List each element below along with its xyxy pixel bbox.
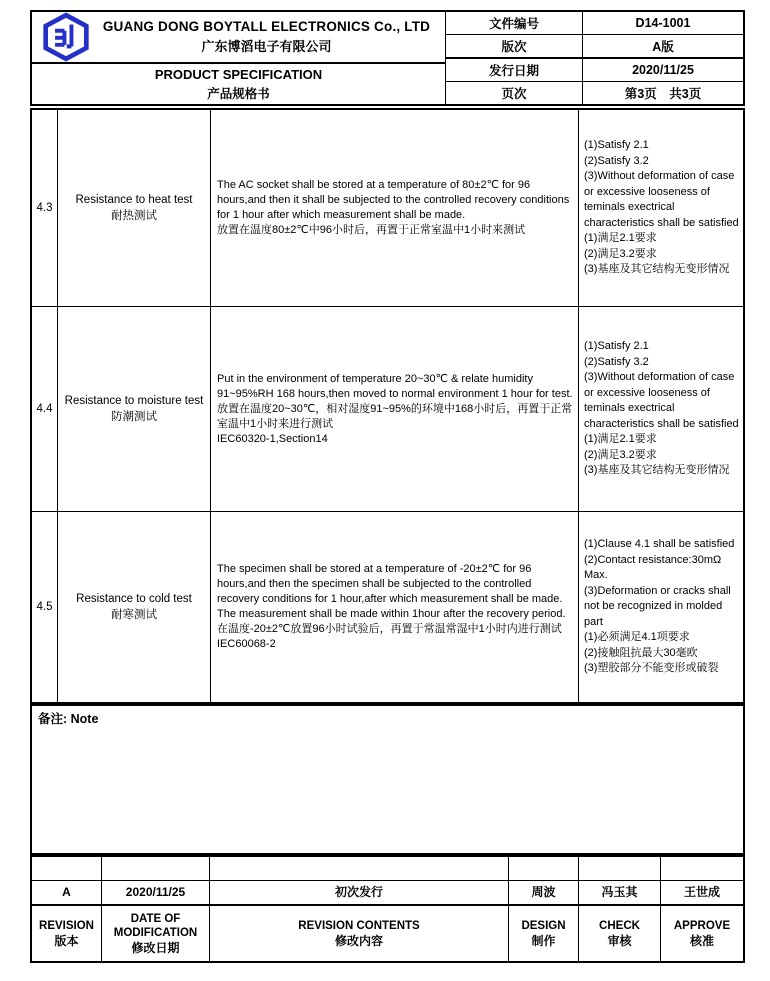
field-row-issue-date (446, 59, 743, 82)
company-name-cn: 广东博滔电子有限公司 (201, 39, 332, 54)
spec-table (30, 108, 745, 704)
criteria-line: (1)必须满足4.1项要求 (584, 631, 690, 644)
header-en: DESIGN (521, 920, 566, 932)
criteria-line: (2)Satisfy 3.2 (584, 154, 649, 167)
header-en: APPROVE (673, 920, 731, 932)
test-name-cn: 耐寒测试 (111, 609, 157, 621)
header-left-section (32, 12, 446, 104)
criteria-line: (1)满足2.1要求 (584, 232, 657, 245)
document-header (30, 10, 745, 106)
revision-value: A版 (652, 40, 674, 54)
criteria-line: (2)Satisfy 3.2 (584, 355, 649, 368)
description-paragraph: The specimen shall be stored at a temperature of -20±2℃ for 96 hours,and then the specimen shall be subjected to the controlled recovery conditions for 1 hour,after which measurement shall be made. (217, 563, 563, 605)
issue-date-value: 2020/11/25 (632, 63, 694, 77)
revision-table (30, 855, 745, 963)
revision-contents: 初次发行 (210, 881, 509, 904)
description-paragraph: IEC60068-2 (217, 638, 276, 650)
company-cell (32, 12, 445, 64)
criteria-line: (1)Clause 4.1 shall be satisfied (584, 538, 735, 551)
field-row-revision (446, 35, 743, 59)
test-name-cell (58, 110, 211, 306)
header-revision-contents (210, 906, 509, 961)
row-number: 4.4 (32, 307, 58, 511)
note-label: 备注: Note (38, 712, 99, 726)
header-fields-section (446, 12, 743, 104)
hexagon-cube-logo-icon (41, 12, 91, 62)
test-description-cell (211, 512, 579, 702)
description-paragraph: Put in the environment of temperature 20~30℃ & relate humidity 91~95%RH 168 hours,then moved to normal environment 1 hour for test. (217, 372, 573, 400)
test-name-cn: 防潮测试 (111, 411, 157, 423)
document-title-en: PRODUCT SPECIFICATION (154, 66, 323, 82)
revision-header-row (32, 906, 743, 961)
empty-cell (509, 857, 579, 880)
revision-empty-row (32, 857, 743, 881)
table-row-4-5 (32, 512, 743, 702)
header-design (509, 906, 579, 961)
description-paragraph: IEC60320-1,Section14 (217, 432, 328, 445)
header-cn: 修改日期 (131, 940, 180, 955)
revision-label: 版次 (446, 35, 583, 57)
issue-date-label: 发行日期 (446, 59, 583, 81)
header-cn: 制作 (531, 933, 556, 948)
revision-date: 2020/11/25 (102, 881, 210, 904)
test-name-en: Resistance to heat test (75, 194, 193, 206)
doc-number-label: 文件编号 (446, 12, 583, 34)
criteria-line: (2)接触阻抗最大30毫欧 (584, 646, 698, 659)
criteria-cell (579, 307, 743, 511)
criteria-line: (3)Deformation or cracks shall not be recognized in molded part (584, 584, 731, 628)
header-check (579, 906, 661, 961)
header-en: CHECK (599, 920, 640, 932)
description-paragraph: 放置在温度20~30℃，相对湿度91~95%的环境中168小时后，再置于正常室温中1小时来进行测试 (217, 402, 573, 430)
criteria-line: (1)Satisfy 2.1 (584, 139, 649, 152)
row-number: 4.5 (32, 512, 58, 702)
page-number-label: 页次 (446, 82, 583, 104)
header-cn: 核准 (689, 933, 714, 948)
revision-check: 冯玉其 (579, 881, 661, 904)
revision-entry-row (32, 881, 743, 906)
test-description-cell (211, 307, 579, 511)
revision-design: 周波 (509, 881, 579, 904)
criteria-line: (3)基座及其它结构无变形情况 (584, 464, 730, 477)
field-row-page-number (446, 82, 743, 104)
header-approve (661, 906, 743, 961)
revision-approve: 王世成 (683, 885, 720, 900)
header-revision (32, 906, 102, 961)
header-date-of-modification (102, 906, 210, 961)
document-title-cell (32, 64, 445, 104)
description-paragraph: 放置在温度80±2℃中96小时后，再置于正常室温中1小时来测试 (217, 224, 526, 236)
note-section (30, 704, 745, 855)
header-cn: 版本 (54, 933, 79, 948)
test-name-en: Resistance to cold test (76, 593, 192, 605)
test-name-cell (58, 512, 211, 702)
revision-code: A (32, 881, 102, 904)
criteria-line: (1)Satisfy 2.1 (584, 340, 649, 353)
company-name-en: GUANG DONG BOYTALL ELECTRONICS Co., LTD (102, 19, 431, 34)
row-number: 4.3 (32, 110, 58, 306)
empty-cell (661, 857, 743, 880)
test-name-cn: 耐热测试 (111, 210, 157, 222)
header-cn: 审核 (607, 933, 632, 948)
doc-number-value: D14-1001 (635, 16, 691, 30)
criteria-line: (2)满足3.2要求 (584, 247, 657, 260)
header-cn: 修改内容 (334, 933, 383, 948)
document-title-cn: 产品规格书 (207, 86, 270, 101)
criteria-line: (2)Contact resistance:30mΩ Max. (584, 553, 722, 582)
company-logo-icon (38, 13, 94, 61)
test-name-cell (58, 307, 211, 511)
empty-cell (210, 857, 509, 880)
criteria-line: (1)满足2.1要求 (584, 433, 657, 446)
criteria-line: (3)塑胶部分不能变形或破裂 (584, 662, 719, 675)
page-number-value: 第3页 共3页 (624, 87, 702, 101)
description-paragraph: The measurement shall be made within 1hour after the recovery period. (217, 608, 566, 620)
criteria-cell (579, 512, 743, 702)
header-en: REVISION (39, 920, 94, 932)
empty-cell (32, 857, 102, 880)
empty-cell (579, 857, 661, 880)
criteria-line: (2)满足3.2要求 (584, 448, 657, 461)
criteria-line: (3)Without deformation of case or excessive looseness of teminals exectrical characteristics shall be satisfied (584, 371, 739, 430)
empty-cell (102, 857, 210, 880)
description-paragraph: The AC socket shall be stored at a temperature of 80±2℃ for 96 hours,and then it shall be subjected to the controlled recovery conditions for 1 hour after which measurement shall be made. (217, 179, 570, 221)
criteria-line: (3)基座及其它结构无变形情况 (584, 263, 730, 276)
test-name-en: Resistance to moisture test (64, 395, 204, 407)
table-row-4-3 (32, 110, 743, 307)
criteria-cell (579, 110, 743, 306)
header-en: DATE OF MODIFICATION (113, 912, 198, 940)
criteria-line: (3)Without deformation of case or excessive looseness of teminals exectrical characteristics shall be satisfied (584, 170, 739, 229)
description-paragraph: 在温度-20±2℃放置96小时试验后，再置于常温常湿中1小时内进行测试 (217, 623, 562, 635)
table-row-4-4 (32, 307, 743, 512)
company-names (94, 19, 439, 55)
header-en: REVISION CONTENTS (298, 920, 420, 932)
test-description-cell (211, 110, 579, 306)
field-row-doc-number (446, 12, 743, 35)
